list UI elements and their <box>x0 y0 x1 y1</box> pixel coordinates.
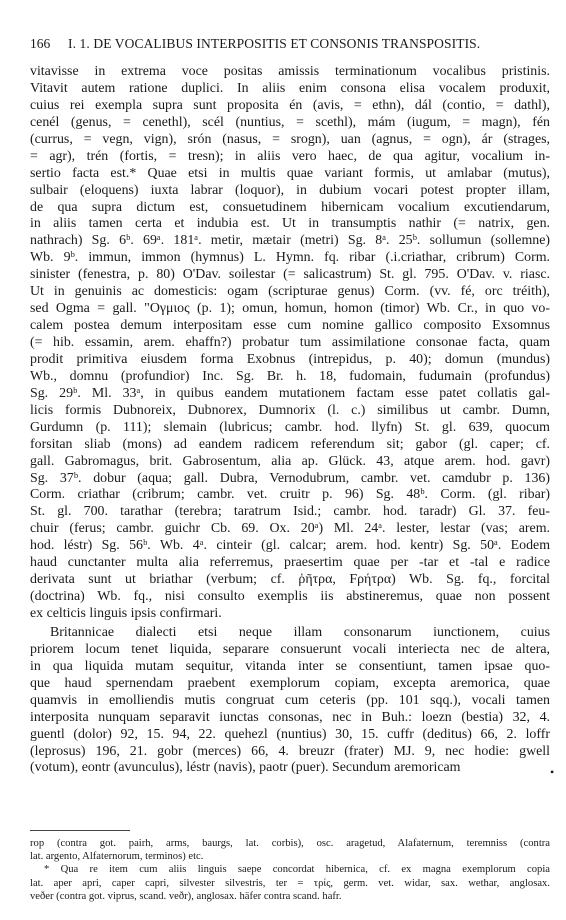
text-line: cenél (genus, = cenethl), scél (nuntius, = scethl), mám (iugum, = magn), fén <box>30 114 550 130</box>
text-line: hod. léstr) Sg. 56ᵇ. Wb. 4ᵃ. cinteir (gl. calcar; arem. hod. kentr) Sg. 50ᵃ. Eodem <box>30 538 550 554</box>
text-line: forsitan sliab (mons) ad eandem radicem referendum sit; gabor (gl. caper; cf. <box>30 436 550 452</box>
text-line: in aliis tamen certa et indubia est. Ut in transumptis nathir (= natrix, gen. <box>30 216 550 232</box>
text-line: guentl (dolor) 92, 15. 94, 22. quehezl (nuntius) 30, 15. cuffr (deditus) 66, 2. loffr <box>30 726 550 742</box>
main-text <box>30 64 550 777</box>
text-line: ex celticis linguis ipsis confirmari. <box>30 606 222 621</box>
running-title: I. 1. DE VOCALIBUS INTERPOSITIS ET CONSONIS TRANSPOSITIS. <box>68 36 481 51</box>
text-line: (leprosus) 196, 21. gobr (merces) 66, 4. breuzr (frater) MJ. 9, nec hodie: gwell <box>30 743 550 759</box>
footnote-line: lat. argento, Alfaternorum, terminos) etc. <box>30 851 204 863</box>
text-line: Britannicae dialecti etsi neque illam consonarum iunctionem, cuius <box>50 624 550 640</box>
margin-mark: • <box>550 765 555 779</box>
text-line: Wb., domnu (profundior) Inc. Sg. Br. h. 18, fudomain, fudumain (profundus) <box>30 368 550 384</box>
text-line: (currus, = vegn, vign), srón (nasus, = srogn), uan (agnus, = ogn), ár (strages, <box>30 131 550 147</box>
text-line: sinister (fenestra, p. 80) O'Dav. soilestar (= salicastrum) St. gl. 795. O'Dav. v. riasc. <box>30 267 550 283</box>
text-line: St. gl. 700. tarathar (terebra; taratrum Isid.; cambr. hod. taradr) Gl. 37. feu- <box>30 504 550 520</box>
text-line: cuius rei exempla supra sunt proposita én (avis, = ethn), dál (contio, = dathl), <box>30 97 550 113</box>
text-line: de qua supra dictum est, consuetudinem hibernicam vocalium excutiendarum, <box>30 199 550 215</box>
footnote-line: veðer (contra got. viprus, scand. veðr), anglosax. häfer contra scand. hafr. <box>30 890 342 902</box>
text-line: Gurdumn (p. 111); slemain (lubricus; cambr. hod. llyfn) St. gl. 639, quocum <box>30 419 550 435</box>
text-line: haud cunctanter multa alia referremus, praesertim quae per -tar et -tal e radice <box>30 555 550 571</box>
text-line: interposita nunquam separavit iunctas consonas, nec in Buh.: loezn (bestia) 32, 4. <box>30 709 550 725</box>
text-line: calem postea demum interpositam esse cum nomine gallico composito Exsomnus <box>30 318 550 334</box>
text-line: in qua liquida mutam sequitur, vitanda inter se consentiunt, tamen ipsae quo- <box>30 658 550 674</box>
text-line: licis formis Dubnoreix, Dubnorex, Dumnorix (l. c.) similibus ut cambr. Dumn, <box>30 402 550 418</box>
footnote-line: lat. aper apri, caper capri, silvester silvestris, ter = τρίς, germ. vet. widar, sax. wethar, anglosax. <box>30 877 550 889</box>
text-line: Corm. criathar (cribrum; cambr. vet. cruitr p. 96) Sg. 48ᵇ. Corm. (gl. ribar) <box>30 487 550 503</box>
text-line: Wb. 9ᵇ. immun, immon (hymnus) L. Hymn. fq. ribar (.i.criathar, cribrum) Corm. <box>30 250 550 266</box>
footnote-line: rop (contra got. pairh, arms, baurgs, lat. corbis), osc. aragetud, Alafaternum, teremniss (contra <box>30 838 550 849</box>
running-header <box>30 36 550 54</box>
text-line: nathrach) Sg. 6ᵇ. 69ᵃ. 181ᵃ. metir, mætair (metri) Sg. 8ᵃ. 25ᵇ. sollumun (sollemne) <box>30 233 550 249</box>
text-line: Sg. 29ᵇ. Ml. 33ᵃ, in quibus eandem mutationem factam esse patet collatis gal- <box>30 385 550 401</box>
text-line: sulbair (eloquens) iuxta labrar (loquor), in dubium vocari potest propter illam, <box>30 182 550 198</box>
text-line: (= hib. essamin, arem. ehaffn?) probatur tum assimilatione consonae facta, quam <box>30 335 550 350</box>
footnote-line: * Qua re item cum aliis linguis saepe concordat hibernica, cf. ex magna exemplorum copia <box>44 864 550 876</box>
text-line: derivata sunt ut briathar (verbum; cf. ῥῆτρα, Fρήτρα) Wb. Sg. fq., forcital <box>30 572 550 588</box>
text-line: chuir (ferus; cambr. guichr Cb. 69. Ox. 20ᵃ) Ml. 24ᵃ. lester, lestar (vas; arem. <box>30 521 550 537</box>
footnotes <box>30 837 550 903</box>
text-line: priorem locum tenet liquida, separare consuerunt vocali interiecta nec de altera, <box>30 641 550 657</box>
page-number: 166 <box>30 36 51 51</box>
text-line: vitavisse in extrema voce positas amissis terminationum vocalibus pristinis. <box>30 64 550 79</box>
text-line: sertio facta est.* Quae etsi in multis quae variant formis, ut amlabar (mutus), <box>30 165 550 181</box>
text-line: = agr), trén (fortis, = tresn); in aliis vero haec, de qua agitur, vocalium in- <box>30 148 550 164</box>
text-line: Sg. 37ᵇ. dobur (aqua; gall. Dubra, Vernodubrum, cambr. vet. camdubr p. 136) <box>30 470 550 486</box>
text-line: que haud spernendam praebent exemplorum copiam, excepta aremorica, quae <box>30 675 550 691</box>
footnote-rule <box>30 830 130 831</box>
text-line: quamvis in emolliendis mutis congruat cum ceteris (pp. 101 sqq.), vocali tamen <box>30 692 550 708</box>
text-line: (doctrina) Wb. fq., nisi consulto exemplis iis abstineremus, quae non possent <box>30 589 550 605</box>
text-line: sed Ogma = gall. "Ογμιος (p. 1); omun, homun, homon (timor) Wb. Cr., in quo vo- <box>30 301 550 317</box>
text-line: prodit primitiva eiusdem forma Exobnus (intrepidus, p. 40); domun (mundus) <box>30 351 550 367</box>
text-line: (votum), eontr (avunculus), léstr (navis), paotr (puer). Secundum aremoricam <box>30 760 461 776</box>
text-line: Vitavit autem ratione duplici. In aliis enim consona elisa vocalem produxit, <box>30 80 550 96</box>
text-line: gall. Gabromagus, brit. Gabrosentum, alia ap. Glück. 43, atque arem. hod. gavr) <box>30 453 550 469</box>
text-line: Ut in genuinis ac domesticis: ogam (scripturae genus) Corm. (vv. fé, orc tréith), <box>30 284 550 300</box>
